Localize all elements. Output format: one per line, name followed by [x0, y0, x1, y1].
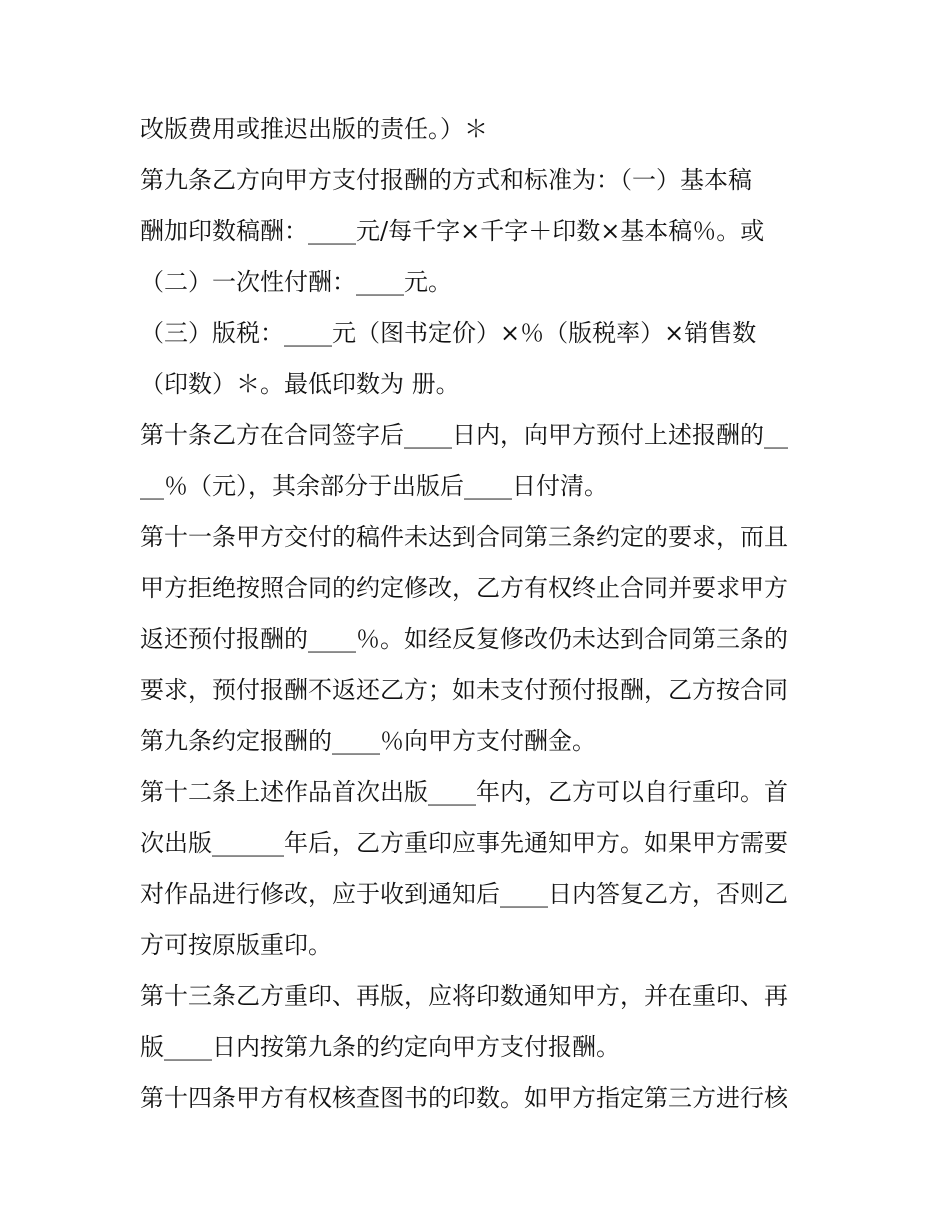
text-line: 第十一条甲方交付的稿件未达到合同第三条约定的要求，而且 — [140, 523, 788, 551]
text-line: 改版费用或推迟出版的责任。）＊ — [140, 115, 488, 143]
text-line: （印数）＊。最低印数为 册。 — [140, 370, 460, 398]
text-line: 对作品进行修改，应于收到通知后____日内答复乙方，否则乙 — [140, 880, 788, 908]
text-line: 酬加印数稿酬：____元/每千字×千字＋印数×基本稿％。或 — [140, 217, 765, 245]
text-line: 第十三条乙方重印、再版，应将印数通知甲方，并在重印、再 — [140, 982, 788, 1010]
contract-text — [140, 104, 830, 1124]
text-line: 版____日内按第九条的约定向甲方支付报酬。 — [140, 1033, 620, 1061]
text-line: 次出版______年后，乙方重印应事先通知甲方。如果甲方需要 — [140, 829, 788, 857]
text-line: （三）版税：____元（图书定价）×％（版税率）×销售数 — [140, 319, 757, 347]
text-line: 第九条约定报酬的____％向甲方支付酬金。 — [140, 727, 596, 755]
text-line: 要求，预付报酬不返还乙方；如未支付预付报酬，乙方按合同 — [140, 676, 788, 704]
text-line: 第九条乙方向甲方支付报酬的方式和标准为：（一）基本稿 — [140, 166, 752, 194]
text-line: 第十条乙方在合同签字后____日内，向甲方预付上述报酬的__ — [140, 421, 788, 449]
text-line: 第十二条上述作品首次出版____年内，乙方可以自行重印。首 — [140, 778, 788, 806]
text-line: 甲方拒绝按照合同的约定修改，乙方有权终止合同并要求甲方 — [140, 574, 788, 602]
text-line: __％（元），其余部分于出版后____日付清。 — [140, 472, 608, 500]
text-line: 方可按原版重印。 — [140, 931, 332, 959]
text-line: 返还预付报酬的____％。如经反复修改仍未达到合同第三条的 — [140, 625, 788, 653]
text-line: 第十四条甲方有权核查图书的印数。如甲方指定第三方进行核 — [140, 1084, 788, 1112]
text-line: （二）一次性付酬：____元。 — [140, 268, 452, 296]
